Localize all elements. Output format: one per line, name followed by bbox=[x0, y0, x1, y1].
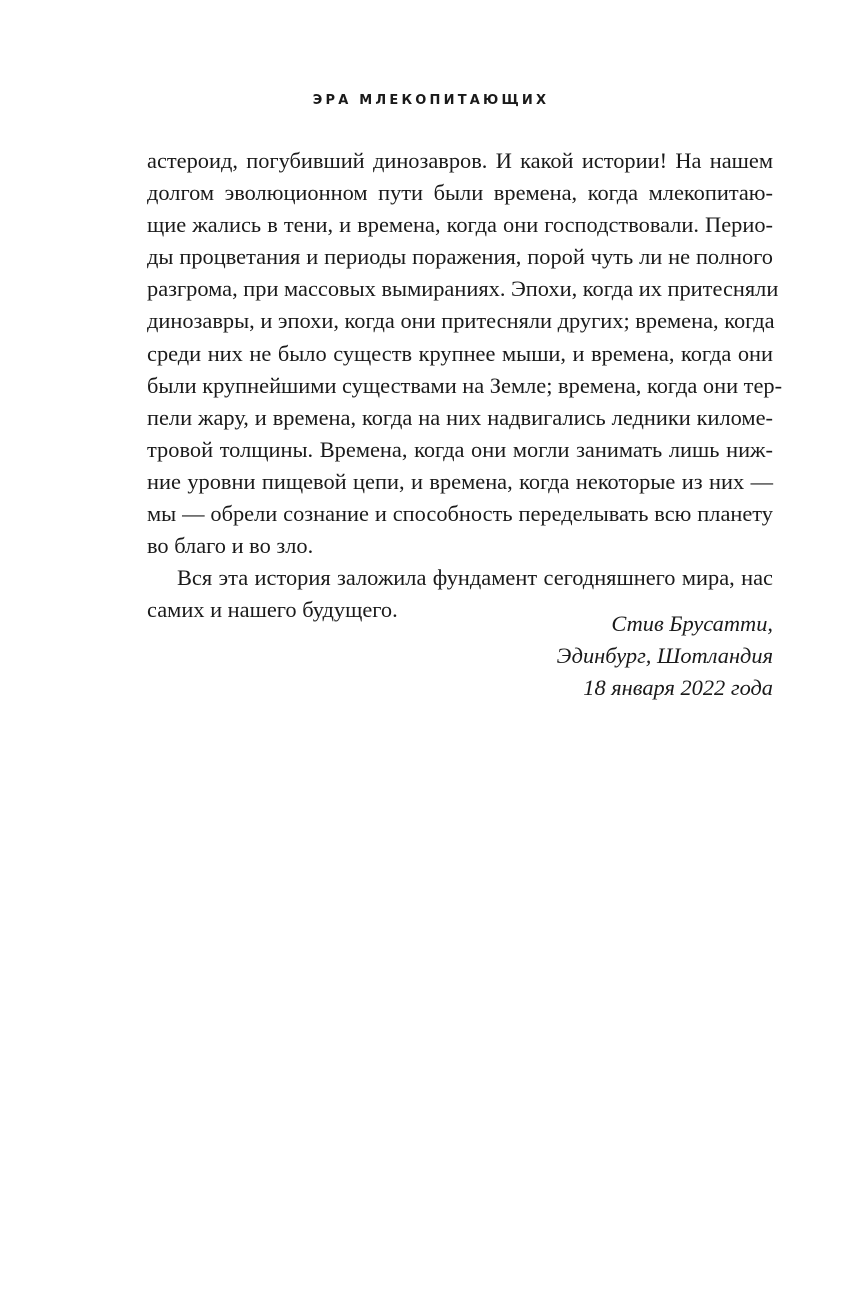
text-line: самих и нашего будущего. bbox=[147, 597, 398, 623]
text-line: ние уровни пищевой цепи, и времена, когда некоторые из них — bbox=[147, 468, 773, 494]
text-line: разгрома, при массовых вымираниях. Эпохи, когда их притесняли bbox=[147, 276, 779, 302]
body-text bbox=[147, 145, 783, 626]
signature-place: Эдинбург, Шотландия bbox=[556, 643, 773, 668]
text-line: Вся эта история заложила фундамент сегодняшнего мира, нас bbox=[177, 565, 773, 591]
text-line: астероид, погубивший динозавров. И какой истории! На нашем bbox=[147, 148, 773, 173]
text-line: ды процветания и периоды поражения, порой чуть ли не полного bbox=[147, 244, 773, 270]
running-header: ЭРА МЛЕКОПИТАЮЩИХ bbox=[312, 93, 550, 108]
paragraph-1 bbox=[147, 145, 783, 562]
text-line: тровой толщины. Времена, когда они могли занимать лишь ниж- bbox=[147, 436, 773, 462]
text-line: динозавры, и эпохи, когда они притесняли других; времена, когда bbox=[147, 308, 775, 334]
text-line: долгом эволюционном пути были времена, когда млекопитаю- bbox=[147, 180, 773, 206]
text-line: среди них не было существ крупнее мыши, и времена, когда они bbox=[147, 340, 773, 366]
text-line: пели жару, и времена, когда на них надвигались ледники киломе- bbox=[147, 404, 773, 430]
text-line: мы — обрели сознание и способность переделывать всю планету bbox=[147, 501, 773, 527]
text-line: щие жались в тени, и времена, когда они господствовали. Перио- bbox=[147, 212, 773, 238]
text-line: были крупнейшими существами на Земле; времена, когда они тер- bbox=[147, 372, 783, 398]
signature-block bbox=[557, 608, 773, 704]
signature-author: Стив Брусатти, bbox=[611, 611, 773, 636]
text-line: во благо и во зло. bbox=[147, 533, 314, 559]
signature-date: 18 января 2022 года bbox=[583, 675, 773, 700]
